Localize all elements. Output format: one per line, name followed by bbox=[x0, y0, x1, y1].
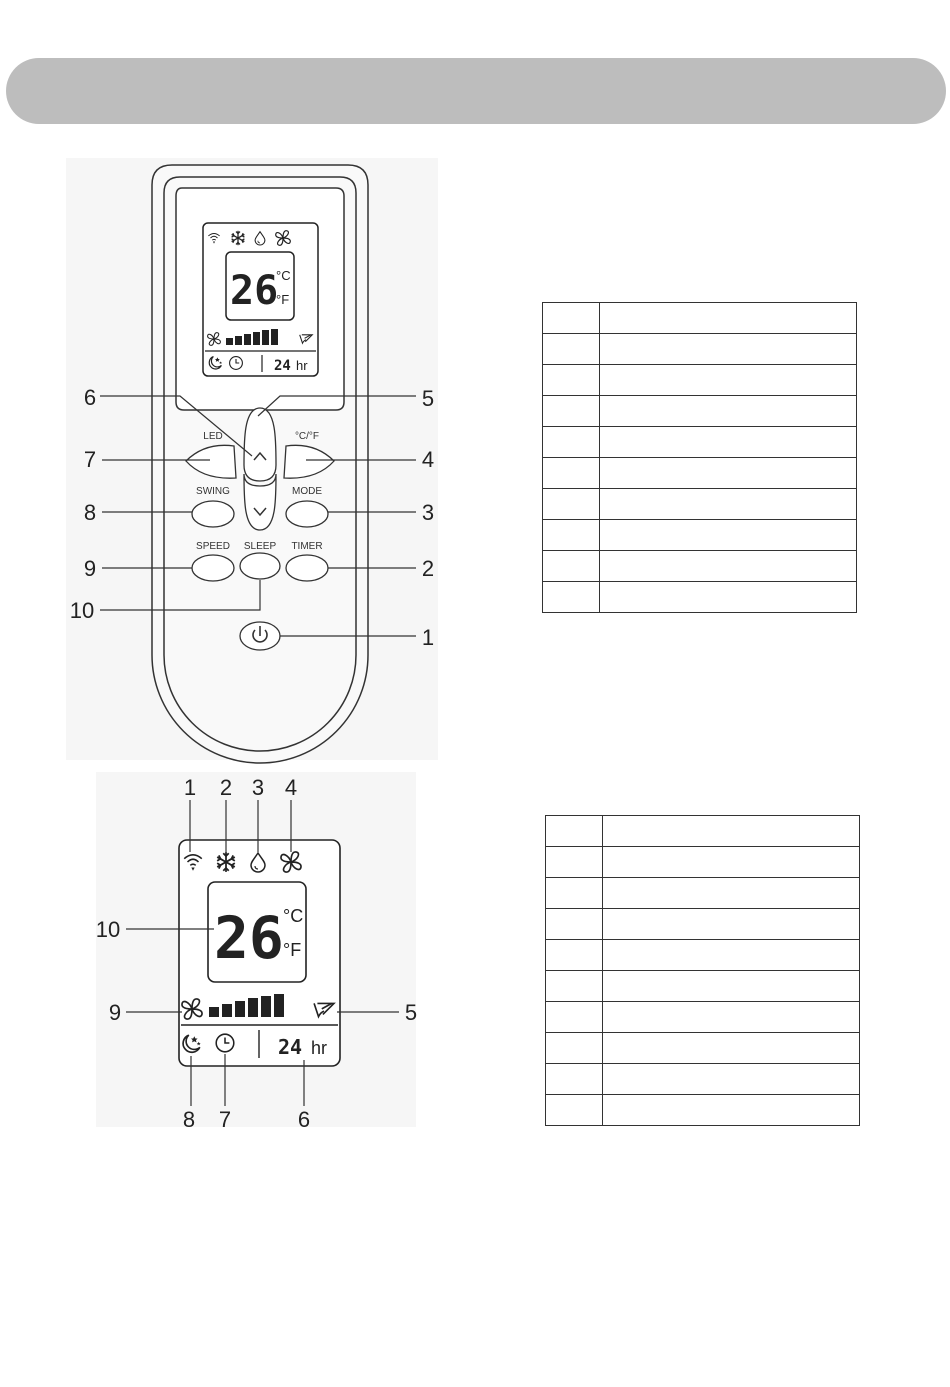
legend-description-cell bbox=[600, 365, 857, 396]
legend-number-cell bbox=[543, 458, 600, 489]
legend-description-cell bbox=[603, 1095, 860, 1126]
timer-unit: hr bbox=[296, 358, 308, 373]
temperature-readout: 26 bbox=[214, 904, 284, 972]
legend-row bbox=[543, 551, 857, 582]
speed-button-label: SPEED bbox=[196, 541, 230, 552]
legend-description-cell bbox=[600, 427, 857, 458]
remote-callout-10: 10 bbox=[69, 598, 95, 623]
remote-callout-1: 1 bbox=[421, 625, 435, 650]
legend-description-cell bbox=[603, 1033, 860, 1064]
legend-number-cell bbox=[546, 1064, 603, 1095]
legend-row bbox=[546, 1033, 860, 1064]
legend-description-cell bbox=[600, 489, 857, 520]
legend-description-cell bbox=[600, 334, 857, 365]
display-callout-8: 8 bbox=[182, 1107, 196, 1132]
legend-row bbox=[543, 520, 857, 551]
legend-number-cell bbox=[543, 334, 600, 365]
display-callout-3: 3 bbox=[251, 775, 265, 800]
remote-lcd-screen bbox=[203, 223, 318, 376]
legend-number-cell bbox=[543, 520, 600, 551]
display-callout-4: 4 bbox=[284, 775, 298, 800]
legend-description-cell bbox=[603, 878, 860, 909]
led-button-label: LED bbox=[203, 431, 223, 442]
legend-row bbox=[543, 303, 857, 334]
remote-callout-7: 7 bbox=[83, 447, 97, 472]
timer-button-label: TIMER bbox=[291, 541, 323, 552]
sleep-button-label: SLEEP bbox=[243, 541, 277, 552]
legend-row bbox=[543, 365, 857, 396]
display-callout-1: 1 bbox=[183, 775, 197, 800]
legend-description-cell bbox=[600, 303, 857, 334]
legend-number-cell bbox=[546, 971, 603, 1002]
legend-row bbox=[546, 878, 860, 909]
legend-description-cell bbox=[603, 1002, 860, 1033]
display-callout-10: 10 bbox=[95, 917, 121, 942]
legend-number-cell bbox=[543, 396, 600, 427]
display-callout-5: 5 bbox=[404, 1000, 418, 1025]
display-legend-table bbox=[545, 815, 860, 1126]
legend-row bbox=[543, 582, 857, 613]
display-panel bbox=[179, 840, 340, 1066]
swing-button[interactable] bbox=[192, 501, 234, 527]
timer-readout: 24 bbox=[278, 1035, 303, 1059]
legend-row bbox=[546, 940, 860, 971]
remote-callout-4: 4 bbox=[421, 447, 435, 472]
legend-number-cell bbox=[543, 365, 600, 396]
legend-row bbox=[546, 971, 860, 1002]
legend-number-cell bbox=[546, 847, 603, 878]
unit-celsius: °C bbox=[283, 906, 304, 926]
remote-callout-2: 2 bbox=[421, 556, 435, 581]
legend-row bbox=[546, 909, 860, 940]
legend-row bbox=[546, 816, 860, 847]
legend-description-cell bbox=[603, 971, 860, 1002]
mode-button[interactable] bbox=[286, 501, 328, 527]
legend-number-cell bbox=[546, 1095, 603, 1126]
legend-number-cell bbox=[543, 427, 600, 458]
legend-number-cell bbox=[546, 1002, 603, 1033]
legend-number-cell bbox=[543, 303, 600, 334]
legend-description-cell bbox=[603, 940, 860, 971]
display-callout-6: 6 bbox=[297, 1107, 311, 1132]
legend-description-cell bbox=[600, 458, 857, 489]
display-callout-9: 9 bbox=[108, 1000, 122, 1025]
legend-row bbox=[543, 458, 857, 489]
remote-callout-3: 3 bbox=[421, 500, 435, 525]
speed-button[interactable] bbox=[192, 555, 234, 581]
remote-callout-9: 9 bbox=[83, 556, 97, 581]
temperature-readout: 26 bbox=[230, 268, 279, 314]
legend-row bbox=[546, 847, 860, 878]
legend-number-cell bbox=[543, 582, 600, 613]
legend-number-cell bbox=[546, 909, 603, 940]
legend-description-cell bbox=[603, 847, 860, 878]
legend-row bbox=[543, 334, 857, 365]
legend-row bbox=[546, 1095, 860, 1126]
remote-legend-table bbox=[542, 302, 857, 613]
legend-description-cell bbox=[600, 520, 857, 551]
legend-row bbox=[546, 1002, 860, 1033]
legend-row bbox=[543, 396, 857, 427]
unit-celsius: °C bbox=[276, 268, 291, 283]
temp-up-button[interactable] bbox=[244, 408, 276, 481]
timer-button[interactable] bbox=[286, 555, 328, 581]
timer-readout: 24 bbox=[274, 358, 291, 374]
mode-button-label: MODE bbox=[292, 486, 322, 497]
legend-number-cell bbox=[546, 878, 603, 909]
legend-description-cell bbox=[600, 582, 857, 613]
legend-row bbox=[543, 427, 857, 458]
display-callout-2: 2 bbox=[219, 775, 233, 800]
legend-description-cell bbox=[600, 396, 857, 427]
legend-number-cell bbox=[543, 489, 600, 520]
legend-description-cell bbox=[600, 551, 857, 582]
legend-row bbox=[543, 489, 857, 520]
timer-unit: hr bbox=[311, 1038, 328, 1058]
legend-number-cell bbox=[543, 551, 600, 582]
remote-callout-6: 6 bbox=[83, 385, 97, 410]
legend-number-cell bbox=[546, 1033, 603, 1064]
legend-description-cell bbox=[603, 1064, 860, 1095]
display-callout-7: 7 bbox=[218, 1107, 232, 1132]
unit-fahrenheit: °F bbox=[283, 940, 302, 960]
legend-number-cell bbox=[546, 816, 603, 847]
power-button[interactable] bbox=[240, 622, 280, 650]
legend-number-cell bbox=[546, 940, 603, 971]
swing-button-label: SWING bbox=[196, 486, 230, 497]
remote-callout-5: 5 bbox=[421, 386, 435, 411]
remote-callout-8: 8 bbox=[83, 500, 97, 525]
unit-toggle-button-label: °C/°F bbox=[294, 431, 320, 442]
sleep-button[interactable] bbox=[240, 553, 280, 579]
legend-description-cell bbox=[603, 816, 860, 847]
unit-fahrenheit: °F bbox=[276, 292, 290, 307]
legend-description-cell bbox=[603, 909, 860, 940]
legend-row bbox=[546, 1064, 860, 1095]
